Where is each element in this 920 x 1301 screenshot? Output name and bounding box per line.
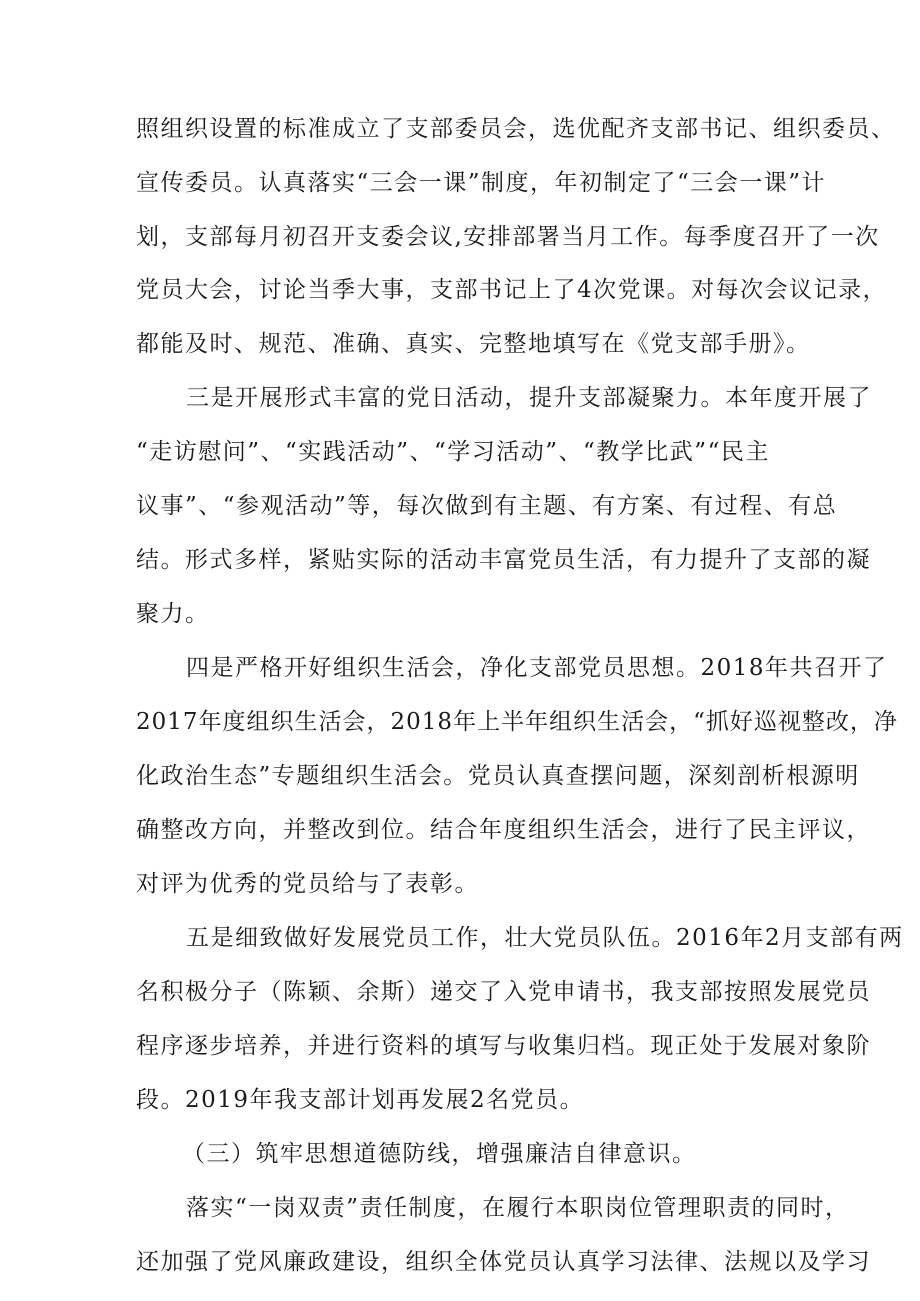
text-line-19: 段。2019年我支部计划再发展2名党员。 [136, 1087, 585, 1113]
text-line-8: 议事”、“参观活动”等，每次做到有主题、有方案、有过程、有总 [136, 493, 838, 519]
text-line-13: 化政治生态”专题组织生活会。党员认真查摆问题，深刻剖析根源明 [136, 763, 860, 789]
text-line-16: 五是细致做好发展党员工作，壮大党员队伍。2016年2月支部有两 [186, 925, 904, 951]
section-heading: （三）筑牢思想道德防线，增强廉洁自律意识。 [182, 1141, 697, 1167]
text-line-4: 党员大会，讨论当季大事，支部书记上了4次党课。对每次会议记录， [136, 277, 888, 303]
text-line-7: “走访慰问”、“实践活动”、“学习活动”、“教学比武”“民主 [136, 439, 770, 465]
text-line-1: 照组织设置的标准成立了支部委员会，选优配齐支部书记、组织委员、 [136, 116, 896, 142]
text-line-14: 确整改方向，并整改到位。结合年度组织生活会，进行了民主评议， [136, 817, 871, 843]
text-line-9: 结。形式多样，紧贴实际的活动丰富党员生活，有力提升了支部的凝 [136, 547, 871, 573]
text-line-11: 四是严格开好组织生活会，净化支部党员思想。2018年共召开了 [186, 655, 888, 681]
text-line-15: 对评为优秀的党员给与了表彰。 [136, 871, 479, 897]
text-line-10: 聚力。 [136, 601, 210, 627]
text-line-21: 落实“一岗双责”责任制度，在履行本职岗位管理职责的同时， [186, 1195, 850, 1221]
text-line-22: 还加强了党风廉政建设，组织全体党员认真学习法律、法规以及学习 [136, 1249, 871, 1275]
text-line-18: 程序逐步培养，并进行资料的填写与收集归档。现正处于发展对象阶 [136, 1033, 871, 1059]
text-line-6: 三是开展形式丰富的党日活动，提升支部凝聚力。本年度开展了 [186, 385, 872, 411]
text-line-12: 2017年度组织生活会，2018年上半年组织生活会，“抓好巡视整改，净 [136, 709, 898, 735]
text-line-3: 划，支部每月初召开支委会议,安排部署当月工作。每季度召开了一次 [136, 224, 880, 250]
text-line-2: 宣传委员。认真落实“三会一课”制度，年初制定了“三会一课”计 [136, 170, 827, 196]
text-line-17: 名积极分子（陈颖、余斯）递交了入党申请书，我支部按照发展党员 [136, 979, 871, 1005]
text-line-5: 都能及时、规范、准确、真实、完整地填写在《党支部手册》。 [136, 331, 811, 357]
